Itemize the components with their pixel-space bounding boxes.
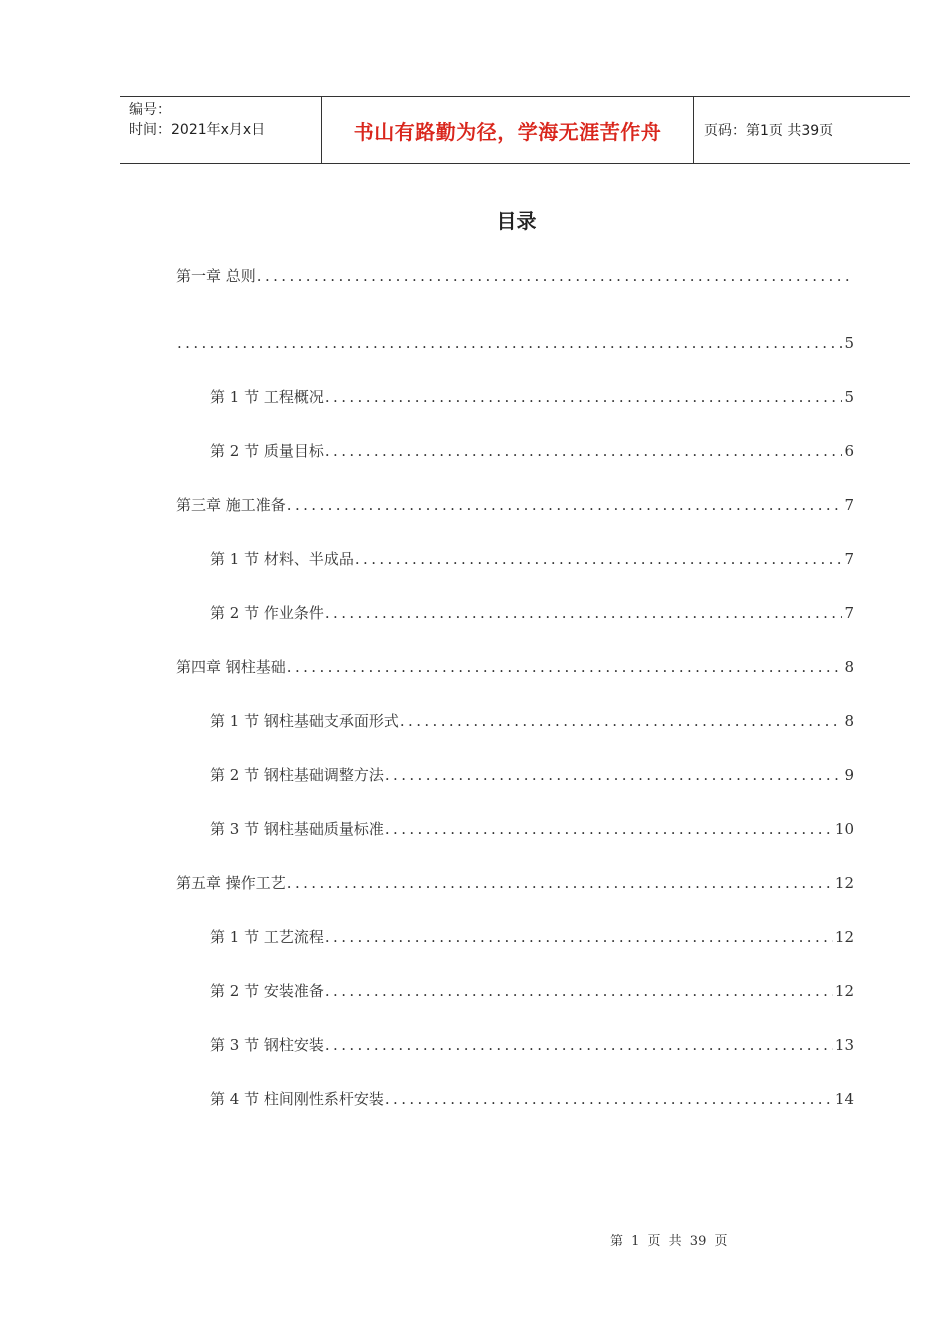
toc-entry-chapter[interactable]	[176, 656, 854, 678]
header-motto: 书山有路勤为径，学海无涯苦作舟	[353, 119, 662, 144]
document-header	[120, 96, 910, 164]
toc-dot-leader	[324, 980, 833, 1002]
toc-entry-label: 第五章 操作工艺	[176, 874, 286, 892]
toc-dot-leader	[256, 265, 852, 287]
toc-dot-leader	[354, 548, 843, 570]
toc-dot-leader	[384, 764, 843, 786]
toc-entry-section[interactable]	[210, 1034, 854, 1056]
toc-entry-page: 12	[834, 928, 854, 946]
toc-dot-leader	[324, 1034, 833, 1056]
toc-entry-label: 第四章 钢柱基础	[176, 658, 286, 676]
toc-entry-page: 6	[844, 442, 854, 460]
toc-entry-section[interactable]	[210, 926, 854, 948]
toc-entry-page: 12	[834, 982, 854, 1000]
toc-entry-chapter[interactable]	[176, 872, 854, 894]
toc-entry-chapter[interactable]	[176, 494, 854, 516]
toc-entry-label: 第 3 节 钢柱安装	[210, 1036, 324, 1054]
header-page-cell	[694, 97, 910, 163]
toc-entry-section[interactable]	[210, 1088, 854, 1110]
toc-dot-leader	[384, 1088, 833, 1110]
toc-entry-section[interactable]	[210, 602, 854, 624]
toc-entry-page: 7	[844, 496, 854, 514]
toc-dot-leader	[324, 386, 843, 408]
toc-entry-page: 10	[834, 820, 854, 838]
document-number-label: 编号：	[129, 102, 171, 118]
toc-entry-section[interactable]	[210, 386, 854, 408]
toc-entry-label: 第一章 总则	[176, 267, 256, 285]
toc-entry-section[interactable]	[210, 818, 854, 840]
toc-entry-page: 13	[834, 1036, 854, 1054]
toc-entry-section[interactable]	[210, 440, 854, 462]
toc-entry-page: 7	[844, 604, 854, 622]
toc-entry-label: 第 2 节 质量目标	[210, 442, 324, 460]
toc-entry-page: 5	[844, 334, 854, 352]
toc-entry-label: 第 1 节 材料、半成品	[210, 550, 354, 568]
toc-entry-chapter-1[interactable]	[176, 265, 854, 287]
toc-entry-page: 8	[844, 712, 854, 730]
toc-entry-label: 第 2 节 钢柱基础调整方法	[210, 766, 384, 784]
header-motto-cell	[321, 97, 694, 163]
toc-dot-leader	[324, 926, 833, 948]
toc-entry-label: 第 3 节 钢柱基础质量标准	[210, 820, 384, 838]
toc-entry-page: 14	[834, 1090, 854, 1108]
toc-dot-leader	[399, 710, 843, 732]
toc-entry-chapter-1-continued[interactable]	[176, 332, 854, 354]
document-time: 时间：2021年x月x日	[129, 122, 266, 138]
toc-entry-section[interactable]	[210, 548, 854, 570]
toc-entry-label: 第 2 节 安装准备	[210, 982, 324, 1000]
toc-entry-page: 5	[844, 388, 854, 406]
toc-entry-label: 第 1 节 工艺流程	[210, 928, 324, 946]
header-info-cell	[120, 97, 321, 163]
toc-dot-leader	[384, 818, 833, 840]
toc-entry-page: 12	[834, 874, 854, 892]
toc-dot-leader	[286, 656, 843, 678]
toc-entry-page: 7	[844, 550, 854, 568]
toc-dot-leader	[324, 602, 843, 624]
toc-entry-label: 第 2 节 作业条件	[210, 604, 324, 622]
toc-entry-section[interactable]	[210, 764, 854, 786]
toc-dot-leader	[286, 872, 833, 894]
page-footer: 第 1 页 共 39 页	[610, 1234, 728, 1249]
toc-entry-section[interactable]	[210, 980, 854, 1002]
toc-entry-label: 第 4 节 柱间刚性系杆安装	[210, 1090, 384, 1108]
toc-entry-label: 第 1 节 钢柱基础支承面形式	[210, 712, 399, 730]
toc-dot-leader	[286, 494, 843, 516]
toc-entry-label: 第三章 施工准备	[176, 496, 286, 514]
toc-entry-section[interactable]	[210, 710, 854, 732]
toc-dot-leader	[176, 332, 842, 354]
header-page-code: 页码：第1页 共39页	[704, 123, 834, 139]
toc-entry-page: 8	[844, 658, 854, 676]
toc-entry-page: 9	[844, 766, 854, 784]
toc-title: 目录	[496, 209, 537, 233]
toc-dot-leader	[324, 440, 843, 462]
toc-entry-label: 第 1 节 工程概况	[210, 388, 324, 406]
